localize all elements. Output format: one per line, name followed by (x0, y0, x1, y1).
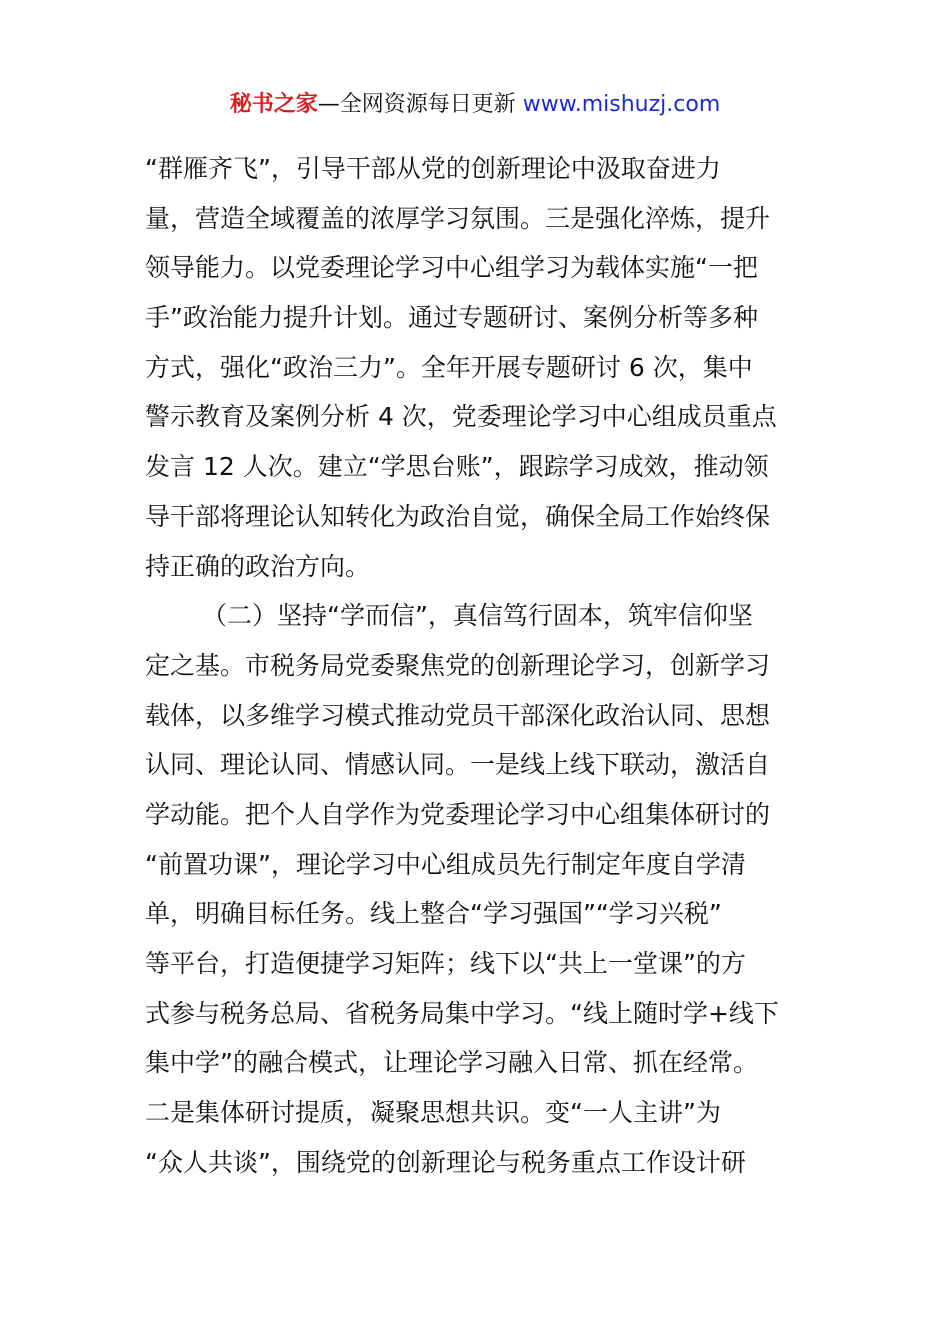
text-line: 量，营造全域覆盖的浓厚学习氛围。三是强化淬炼，提升 (145, 203, 771, 233)
text-line: 持正确的政治方向。 (145, 551, 371, 581)
text-line: 学动能。把个人自学作为党委理论学习中心组集体研讨的 (145, 799, 771, 829)
paragraph-start-line: （二）坚持“学而信”，真信笃行固本，筑牢信仰坚 (202, 601, 753, 631)
text-line: 方式，强化“政治三力”。全年开展专题研讨 6 次，集中 (145, 352, 753, 382)
text-line: “前置功课”，理论学习中心组成员先行制定年度自学清 (145, 849, 746, 879)
text-line: 式参与税务总局、省税务局集中学习。“线上随时学+线下 (145, 998, 779, 1028)
document-body (145, 144, 810, 1187)
text-line: 领导能力。以党委理论学习中心组学习为载体实施“一把 (145, 253, 758, 283)
text-line: 定之基。市税务局党委聚焦党的创新理论学习，创新学习 (145, 650, 771, 680)
text-line: 发言 12 人次。建立“学思台账”，跟踪学习成效，推动领 (145, 452, 769, 482)
text-line: 载体，以多维学习模式推动党员干部深化政治认同、思想 (145, 700, 771, 730)
text-line: “众人共谈”，围绕党的创新理论与税务重点工作设计研 (145, 1147, 746, 1177)
text-line: 单，明确目标任务。线上整合“学习强国”“学习兴税” (145, 899, 722, 929)
text-line: 手”政治能力提升计划。通过专题研讨、案例分析等多种 (145, 303, 758, 333)
text-line: 警示教育及案例分析 4 次，党委理论学习中心组成员重点 (145, 402, 777, 432)
site-url-link[interactable]: www.mishuzj.com (522, 92, 721, 117)
text-line: “群雁齐飞”，引导干部从党的创新理论中汲取奋进力 (145, 154, 721, 183)
header-tagline: —全网资源每日更新 (317, 92, 523, 117)
text-line: 集中学”的融合模式，让理论学习融入日常、抓在经常。 (145, 1048, 758, 1078)
site-header (0, 88, 950, 122)
text-line: 导干部将理论认知转化为政治自觉，确保全局工作始终保 (145, 501, 771, 531)
text-line: 认同、理论认同、情感认同。一是线上线下联动，激活自 (145, 750, 771, 780)
text-line: 等平台，打造便捷学习矩阵；线下以“共上一堂课”的方 (145, 949, 746, 978)
brand-name: 秘书之家 (229, 92, 318, 117)
text-line: 二是集体研讨提质，凝聚思想共识。变“一人主讲”为 (145, 1098, 721, 1128)
